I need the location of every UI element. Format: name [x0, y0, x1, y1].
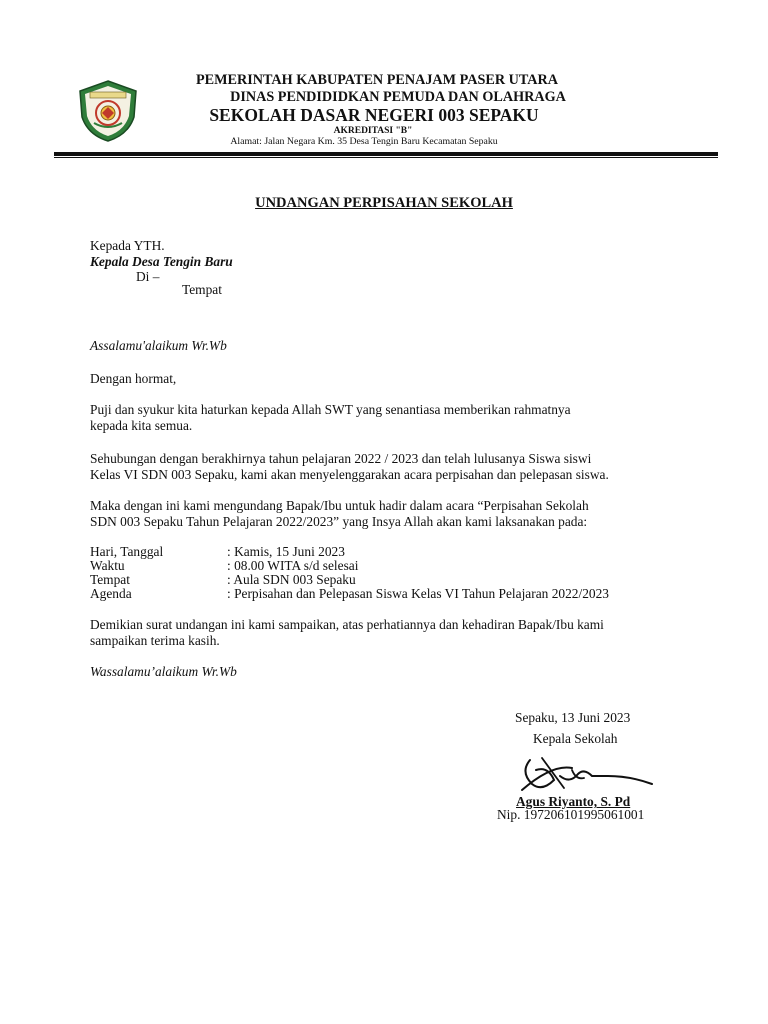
- detail-value: : Kamis, 15 Juni 2023: [227, 544, 345, 559]
- recipient-name: Kepala Desa Tengin Baru: [90, 254, 233, 269]
- detail-label: Agenda: [90, 586, 132, 601]
- school-name: SEKOLAH DASAR NEGERI 003 SEPAKU: [209, 105, 539, 125]
- paragraph-1-line-1: Puji dan syukur kita haturkan kepada Allah SWT yang senantiasa memberikan rahmatnya: [90, 402, 571, 417]
- letterhead-line1: PEMERINTAH KABUPATEN PENAJAM PASER UTARA: [195, 72, 559, 88]
- paragraph-1-line-2: kepada kita semua.: [90, 418, 193, 433]
- paragraph-3-line-1: Maka dengan ini kami mengundang Bapak/Ibu untuk hadir dalam acara “Perpisahan Sekolah: [90, 498, 589, 513]
- letterhead-line2: DINAS PENDIDIDKAN PEMUDA DAN OLAHRAGA: [230, 89, 566, 105]
- place-date: Sepaku, 13 Juni 2023: [515, 710, 631, 725]
- paragraph-3-line-2: SDN 003 Sepaku Tahun Pelajaran 2022/2023” yang Insya Allah akan kami laksanakan pada:: [90, 514, 588, 529]
- detail-value: : Aula SDN 003 Sepaku: [227, 572, 356, 587]
- paragraph-2-line-2: Kelas VI SDN 003 Sepaku, kami akan menyelenggarakan acara perpisahan dan pelepasan siswa.: [90, 467, 609, 482]
- greeting: Assalamu'alaikum Wr.Wb: [90, 338, 227, 353]
- detail-label: Tempat: [90, 572, 130, 587]
- salutation: Dengan hormat,: [90, 371, 177, 386]
- recipient-place: Tempat: [182, 282, 222, 297]
- closing-line-2: sampaikan terima kasih.: [90, 633, 220, 648]
- letterhead-divider-thin: [54, 157, 718, 158]
- school-address: Alamat: Jalan Negara Km. 35 Desa Tengin Baru Kecamatan Sepaku: [230, 136, 498, 147]
- signatory-name: Agus Riyanto, S. Pd: [516, 794, 631, 809]
- detail-label: Hari, Tanggal: [90, 544, 164, 559]
- detail-value: : 08.00 WITA s/d selesai: [227, 558, 359, 573]
- accreditation: AKREDITASI "B": [333, 126, 413, 136]
- farewell: Wassalamu’alaikum Wr.Wb: [90, 664, 237, 679]
- signatory-nip: Nip. 197206101995061001: [497, 807, 645, 822]
- letter-title: UNDANGAN PERPISAHAN SEKOLAH: [255, 195, 513, 211]
- handwritten-signature: [512, 754, 662, 798]
- recipient-at: Di –: [136, 269, 160, 284]
- letterhead-divider-thick: [54, 152, 718, 156]
- paragraph-2-line-1: Sehubungan dengan berakhirnya tahun pelajaran 2022 / 2023 dan telah lulusanya Siswa siswi: [90, 451, 592, 466]
- detail-label: Waktu: [90, 558, 125, 573]
- recipient-to: Kepada YTH.: [90, 238, 165, 253]
- detail-value: : Perpisahan dan Pelepasan Siswa Kelas VI Tahun Pelajaran 2022/2023: [227, 586, 609, 601]
- signatory-position: Kepala Sekolah: [533, 731, 618, 746]
- closing-line-1: Demikian surat undangan ini kami sampaikan, atas perhatiannya dan kehadiran Bapak/Ibu kami: [90, 617, 604, 632]
